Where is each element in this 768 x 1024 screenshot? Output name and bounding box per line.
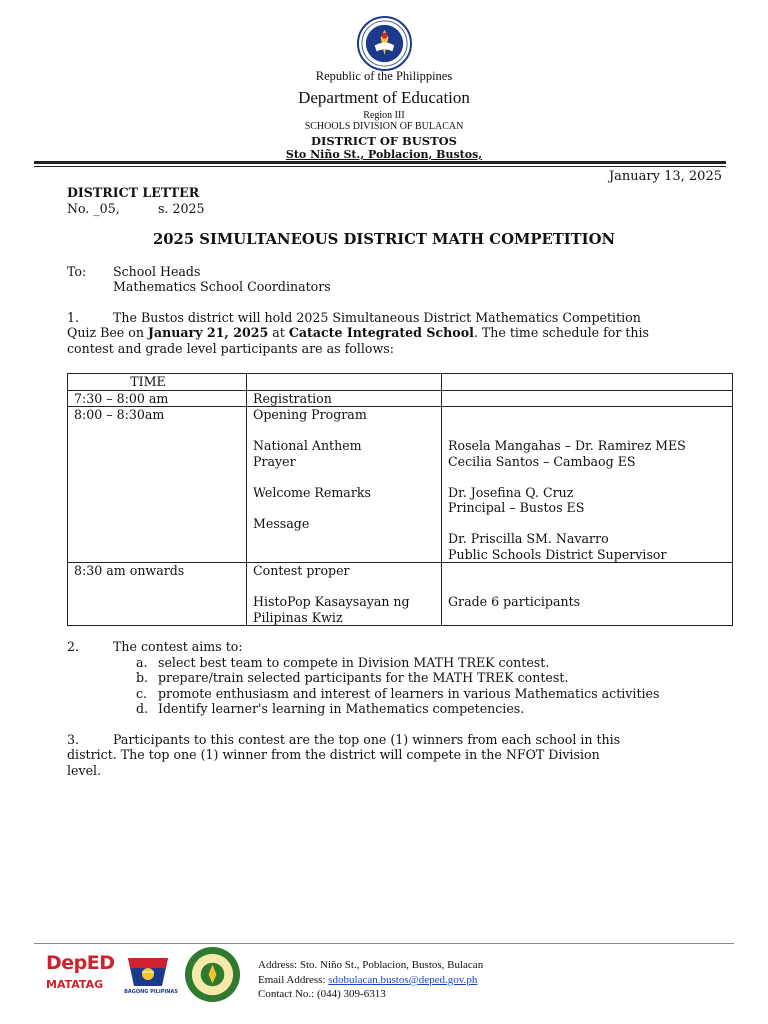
person-cell: Grade 6 participants [442,563,733,626]
division-line: SCHOOLS DIVISION OF BULACAN [304,121,464,132]
district-address: Sto Niño St., Poblacion, Bustos, [285,148,483,161]
para3-line2: district. The top one (1) winner from the district will compete in the NFOT Division [67,747,600,762]
table-row [68,390,733,407]
list-item: prepare/train selected participants for the MATH TREK contest. [158,670,569,685]
activity-cell: Opening Program National Anthem Prayer Welcome Remarks Message [247,407,442,563]
time-cell: 8:30 am onwards [68,563,247,626]
recipient: Mathematics School Coordinators [113,279,331,294]
contest-date: January 21, 2025 [147,325,269,340]
para3-line1: Participants to this contest are the top one (1) winners from each school in this [113,732,621,747]
para2-number: 2. [67,639,80,654]
para1-line3: contest and grade level participants are as follows: [67,341,394,356]
division-seal-logo [184,946,241,1003]
para1-line2: Quiz Bee on January 21, 2025 at Catacte Integrated School. The time schedule for this [67,325,650,340]
letter-number: No. _05, [67,201,120,216]
activity-column-header [247,374,442,391]
header-rule [34,161,726,164]
footer-rule [34,943,734,944]
matatag-wordmark: MATATAG [46,978,104,991]
list-marker: d. [136,701,149,716]
list-item: promote enthusiasm and interest of learners in various Mathematics activities [158,686,660,701]
list-item: Identify learner's learning in Mathematics competencies. [158,701,525,716]
table-row [68,407,733,563]
person-cell [442,390,733,407]
para2-intro: The contest aims to: [113,639,243,654]
person-cell: Rosela Mangahas – Dr. Ramirez MES Cecilia Santos – Cambaog ES Dr. Josefina Q. Cruz Principal – Bustos ES Dr. Priscilla SM. Navarro Public Schools District Supervisor [442,407,733,563]
deped-seal-logo [357,16,412,71]
letter-type: DISTRICT LETTER [67,185,200,200]
table-header-row [68,374,733,391]
region-line: Region III [363,110,405,121]
para3-number: 3. [67,732,80,747]
republic-line: Republic of the Philippines [315,69,453,83]
table-row [68,563,733,626]
district-name: DISTRICT OF BUSTOS [311,134,457,148]
list-marker: b. [136,670,149,685]
activity-cell: Contest proper HistoPop Kasaysayan ng Pilipinas Kwiz [247,563,442,626]
to-label: To: [67,264,87,279]
footer-email: Email Address: sdobulacan.bustos@deped.gov.ph [258,974,478,986]
letter-title: 2025 SIMULTANEOUS DISTRICT MATH COMPETITION [152,231,616,248]
time-cell: 7:30 – 8:00 am [68,390,247,407]
footer-contact: Contact No.: (044) 309-6313 [258,988,386,1000]
email-link[interactable]: sdobulacan.bustos@deped.gov.ph [328,974,478,986]
para1-number: 1. [67,310,80,325]
schedule-table [67,373,733,626]
letter-series: s. 2025 [158,201,205,216]
header-rule-thin [34,166,726,167]
department-name: Department of Education [298,88,470,107]
contest-venue: Catacte Integrated School [288,325,474,340]
person-column-header [442,374,733,391]
time-column-header: TIME [68,374,247,391]
time-cell: 8:00 – 8:30am [68,407,247,563]
recipient: School Heads [113,264,201,279]
footer-address: Address: Sto. Niño St., Poblacion, Bustos, Bulacan [258,959,484,971]
letter-date: January 13, 2025 [608,169,722,184]
activity-cell: Registration [247,390,442,407]
para3-line3: level. [67,763,102,778]
para1-line1: The Bustos district will hold 2025 Simultaneous District Mathematics Competition [113,310,641,325]
list-marker: a. [136,655,148,670]
deped-matatag-logo [46,952,114,1000]
deped-wordmark: DepED [46,952,115,974]
list-item: select best team to compete in Division MATH TREK contest. [158,655,550,670]
list-marker: c. [136,686,148,701]
bagong-pilipinas-text: BAGONG PILIPINAS [124,989,178,995]
